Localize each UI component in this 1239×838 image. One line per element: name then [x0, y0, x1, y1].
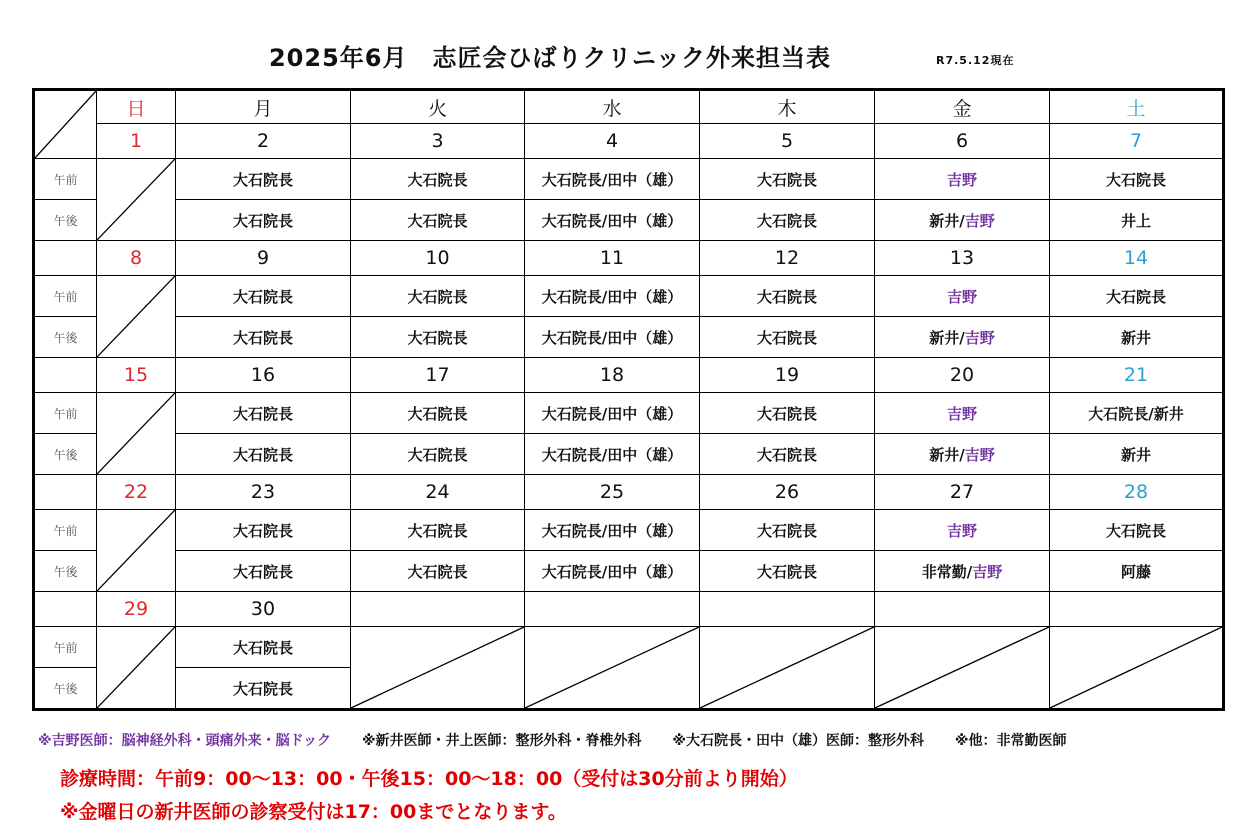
doctor-cell: 井上: [1050, 200, 1224, 241]
doctor-cell: 大石院長: [351, 317, 525, 358]
doctor-cell: 大石院長: [351, 200, 525, 241]
blank-cell: [34, 241, 97, 276]
date-cell: 8: [97, 241, 176, 276]
date-cell: 29: [97, 592, 176, 627]
doctor-name-yoshino: 吉野: [964, 445, 995, 464]
date-cell: 9: [176, 241, 351, 276]
date-row: [34, 124, 1224, 159]
am-row: [34, 510, 1224, 551]
date-row: [34, 592, 1224, 627]
date-cell: 7: [1050, 124, 1224, 159]
doctor-cell: 大石院長: [700, 551, 875, 592]
doctor-name: 非常勤/: [921, 562, 973, 581]
doctor-cell: 大石院長/田中（雄）: [525, 551, 700, 592]
date-cell: 5: [700, 124, 875, 159]
doctor-cell: 大石院長: [176, 510, 351, 551]
no-clinic-cell: [875, 627, 1050, 710]
doctor-cell: [875, 551, 1050, 592]
doctor-cell: 大石院長: [176, 159, 351, 200]
doctor-cell: 吉野: [875, 159, 1050, 200]
doctor-notes: [38, 730, 1093, 750]
doctor-cell: 大石院長/田中（雄）: [525, 317, 700, 358]
no-clinic-cell: [351, 627, 525, 710]
date-cell: 26: [700, 475, 875, 510]
doctor-cell: 大石院長/田中（雄）: [525, 200, 700, 241]
weekday-header: 土: [1050, 90, 1224, 124]
date-cell: 2: [176, 124, 351, 159]
doctor-cell: 大石院長: [176, 200, 351, 241]
doctor-cell: 大石院長: [700, 200, 875, 241]
date-cell: 27: [875, 475, 1050, 510]
sunday-closed-cell: [97, 627, 176, 710]
date-cell: 25: [525, 475, 700, 510]
no-clinic-cell: [700, 627, 875, 710]
date-cell: 17: [351, 358, 525, 393]
pm-row: [34, 551, 1224, 592]
doctor-cell: 新井: [1050, 434, 1224, 475]
date-cell: 16: [176, 358, 351, 393]
blank-cell: [34, 358, 97, 393]
doctor-name: 新井/: [929, 328, 965, 347]
doctor-cell: 大石院長: [700, 434, 875, 475]
weekday-header: 月: [176, 90, 351, 124]
doctor-cell: 大石院長: [351, 510, 525, 551]
blank-cell: [34, 475, 97, 510]
period-label-pm: 午後: [34, 668, 97, 710]
period-label-am: 午前: [34, 393, 97, 434]
date-cell: 23: [176, 475, 351, 510]
doctor-cell: 大石院長: [700, 510, 875, 551]
sunday-closed-cell: [97, 276, 176, 358]
date-cell: 1: [97, 124, 176, 159]
date-cell: [875, 592, 1050, 627]
date-cell: [525, 592, 700, 627]
doctor-cell: 大石院長: [700, 159, 875, 200]
doctor-cell: 新井: [1050, 317, 1224, 358]
doctor-cell: 大石院長: [351, 159, 525, 200]
doctor-cell: 大石院長: [1050, 510, 1224, 551]
am-row: [34, 159, 1224, 200]
doctor-name: 新井/: [929, 211, 965, 230]
doctor-cell: 大石院長/田中（雄）: [525, 276, 700, 317]
sunday-closed-cell: [97, 159, 176, 241]
doctor-cell: 大石院長: [176, 627, 351, 668]
period-label-am: 午前: [34, 510, 97, 551]
date-cell: 6: [875, 124, 1050, 159]
weekday-header: 金: [875, 90, 1050, 124]
date-cell: 18: [525, 358, 700, 393]
date-cell: 4: [525, 124, 700, 159]
date-cell: 3: [351, 124, 525, 159]
doctor-cell: 大石院長/田中（雄）: [525, 434, 700, 475]
weekday-header: 水: [525, 90, 700, 124]
as-of-date: R7.5.12現在: [936, 54, 1015, 67]
page-title: 2025年6月 志匠会ひばりクリニック外来担当表: [268, 44, 832, 72]
date-cell: 30: [176, 592, 351, 627]
note-others: ※他：非常勤医師: [954, 733, 1067, 749]
doctor-cell: 大石院長/新井: [1050, 393, 1224, 434]
doctor-cell: 吉野: [875, 510, 1050, 551]
doctor-cell: 大石院長: [700, 276, 875, 317]
period-label-pm: 午後: [34, 551, 97, 592]
doctor-cell: 大石院長: [1050, 159, 1224, 200]
date-cell: 12: [700, 241, 875, 276]
date-cell: 13: [875, 241, 1050, 276]
doctor-cell: 大石院長/田中（雄）: [525, 393, 700, 434]
date-cell: 20: [875, 358, 1050, 393]
no-clinic-cell: [525, 627, 700, 710]
date-cell: 10: [351, 241, 525, 276]
doctor-cell: 阿藤: [1050, 551, 1224, 592]
am-row: [34, 393, 1224, 434]
corner-cell: [34, 90, 97, 159]
doctor-cell: 大石院長: [176, 434, 351, 475]
period-label-am: 午前: [34, 159, 97, 200]
period-label-pm: 午後: [34, 200, 97, 241]
doctor-cell: 吉野: [875, 276, 1050, 317]
period-label-pm: 午後: [34, 317, 97, 358]
schedule-table: [32, 88, 1225, 711]
date-cell: 28: [1050, 475, 1224, 510]
date-cell: 11: [525, 241, 700, 276]
doctor-cell: 大石院長/田中（雄）: [525, 510, 700, 551]
period-label-pm: 午後: [34, 434, 97, 475]
doctor-name-yoshino: 吉野: [972, 562, 1003, 581]
doctor-cell: 大石院長: [176, 317, 351, 358]
note-arai-inoue: ※新井医師・井上医師：整形外科・脊椎外科: [361, 733, 642, 749]
doctor-cell: 大石院長: [351, 276, 525, 317]
pm-row: [34, 200, 1224, 241]
doctor-cell: 大石院長: [176, 668, 351, 710]
pm-row: [34, 317, 1224, 358]
date-cell: 19: [700, 358, 875, 393]
weekday-header: 日: [97, 90, 176, 124]
doctor-cell: 大石院長: [176, 276, 351, 317]
am-row: [34, 276, 1224, 317]
date-row: [34, 241, 1224, 276]
date-cell: 24: [351, 475, 525, 510]
weekday-header: 木: [700, 90, 875, 124]
date-row: [34, 358, 1224, 393]
doctor-cell: 大石院長: [700, 393, 875, 434]
date-cell: 21: [1050, 358, 1224, 393]
date-cell: 15: [97, 358, 176, 393]
doctor-cell: 大石院長: [351, 434, 525, 475]
sunday-closed-cell: [97, 510, 176, 592]
doctor-cell: 大石院長: [176, 393, 351, 434]
note-oishi-tanaka: ※大石院長・田中（雄）医師：整形外科: [672, 733, 925, 749]
no-clinic-cell: [1050, 627, 1224, 710]
blank-cell: [34, 592, 97, 627]
date-cell: 22: [97, 475, 176, 510]
date-cell: 14: [1050, 241, 1224, 276]
doctor-cell: 大石院長: [700, 317, 875, 358]
doctor-cell: 大石院長: [1050, 276, 1224, 317]
doctor-name-yoshino: 吉野: [964, 328, 995, 347]
period-label-am: 午前: [34, 276, 97, 317]
doctor-cell: [875, 434, 1050, 475]
note-yoshino: ※吉野医師：脳神経外科・頭痛外来・脳ドック: [38, 733, 332, 749]
consultation-hours: 診療時間：午前9：00～13：00・午後15：00～18：00（受付は30分前より開始）: [60, 768, 798, 790]
doctor-cell: 大石院長: [351, 393, 525, 434]
doctor-cell: [875, 200, 1050, 241]
doctor-cell: 大石院長: [351, 551, 525, 592]
doctor-cell: [875, 317, 1050, 358]
doctor-name: 新井/: [929, 445, 965, 464]
friday-note: ※金曜日の新井医師の診察受付は17：00までとなります。: [60, 801, 567, 823]
date-row: [34, 475, 1224, 510]
date-cell: [700, 592, 875, 627]
sunday-closed-cell: [97, 393, 176, 475]
doctor-cell: 大石院長/田中（雄）: [525, 159, 700, 200]
am-row: [34, 627, 1224, 668]
pm-row: [34, 434, 1224, 475]
doctor-cell: 大石院長: [176, 551, 351, 592]
date-cell: [1050, 592, 1224, 627]
weekday-header: 火: [351, 90, 525, 124]
doctor-name-yoshino: 吉野: [964, 211, 995, 230]
date-cell: [351, 592, 525, 627]
doctor-cell: 吉野: [875, 393, 1050, 434]
period-label-am: 午前: [34, 627, 97, 668]
